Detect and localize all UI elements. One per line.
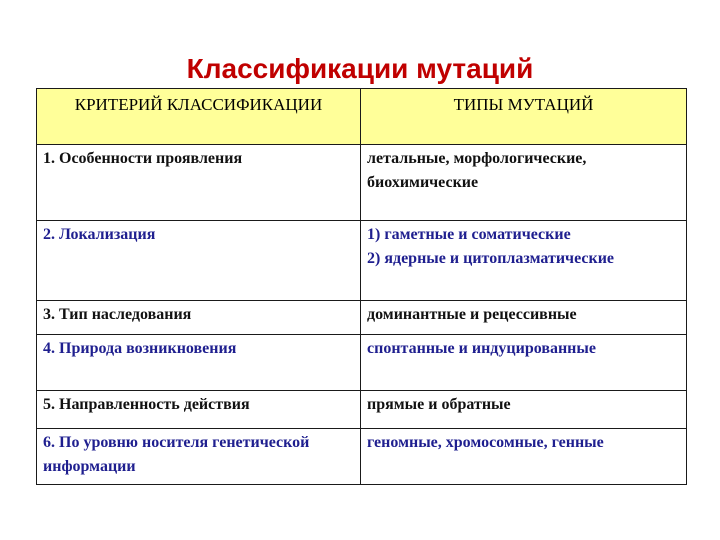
criterion-cell: 3. Тип наследования <box>37 301 361 335</box>
criterion-cell: 6. По уровню носителя генетической информации <box>37 429 361 485</box>
types-line: 2) ядерные и цитоплазматические <box>367 250 615 267</box>
types-cell <box>361 335 687 391</box>
table-row <box>37 221 687 301</box>
page-title: Классификации мутаций <box>186 53 534 84</box>
types-cell <box>361 301 687 335</box>
header-criterion: КРИТЕРИЙ КЛАССИФИКАЦИИ <box>37 89 361 145</box>
table-row <box>37 429 687 485</box>
types-line: летальные, морфологические, <box>367 150 587 167</box>
table-row <box>37 301 687 335</box>
types-cell <box>361 145 687 221</box>
criterion-cell: 4. Природа возникновения <box>37 335 361 391</box>
criterion-cell: 1. Особенности проявления <box>37 145 361 221</box>
table-header-row <box>37 89 687 145</box>
header-types: ТИПЫ МУТАЦИЙ <box>361 89 687 145</box>
types-cell <box>361 429 687 485</box>
classification-table <box>36 88 687 485</box>
table-row <box>37 335 687 391</box>
types-cell <box>361 221 687 301</box>
table-row <box>37 145 687 221</box>
types-line: доминантные и рецессивные <box>367 306 577 323</box>
types-line: 1) гаметные и соматические <box>367 226 571 243</box>
table-row <box>37 391 687 429</box>
types-cell <box>361 391 687 429</box>
types-line: геномные, хромосомные, генные <box>367 434 604 451</box>
criterion-cell: 2. Локализация <box>37 221 361 301</box>
types-line: биохимические <box>367 174 479 191</box>
types-line: спонтанные и индуцированные <box>367 340 596 357</box>
types-line: прямые и обратные <box>367 396 511 413</box>
criterion-cell: 5. Направленность действия <box>37 391 361 429</box>
